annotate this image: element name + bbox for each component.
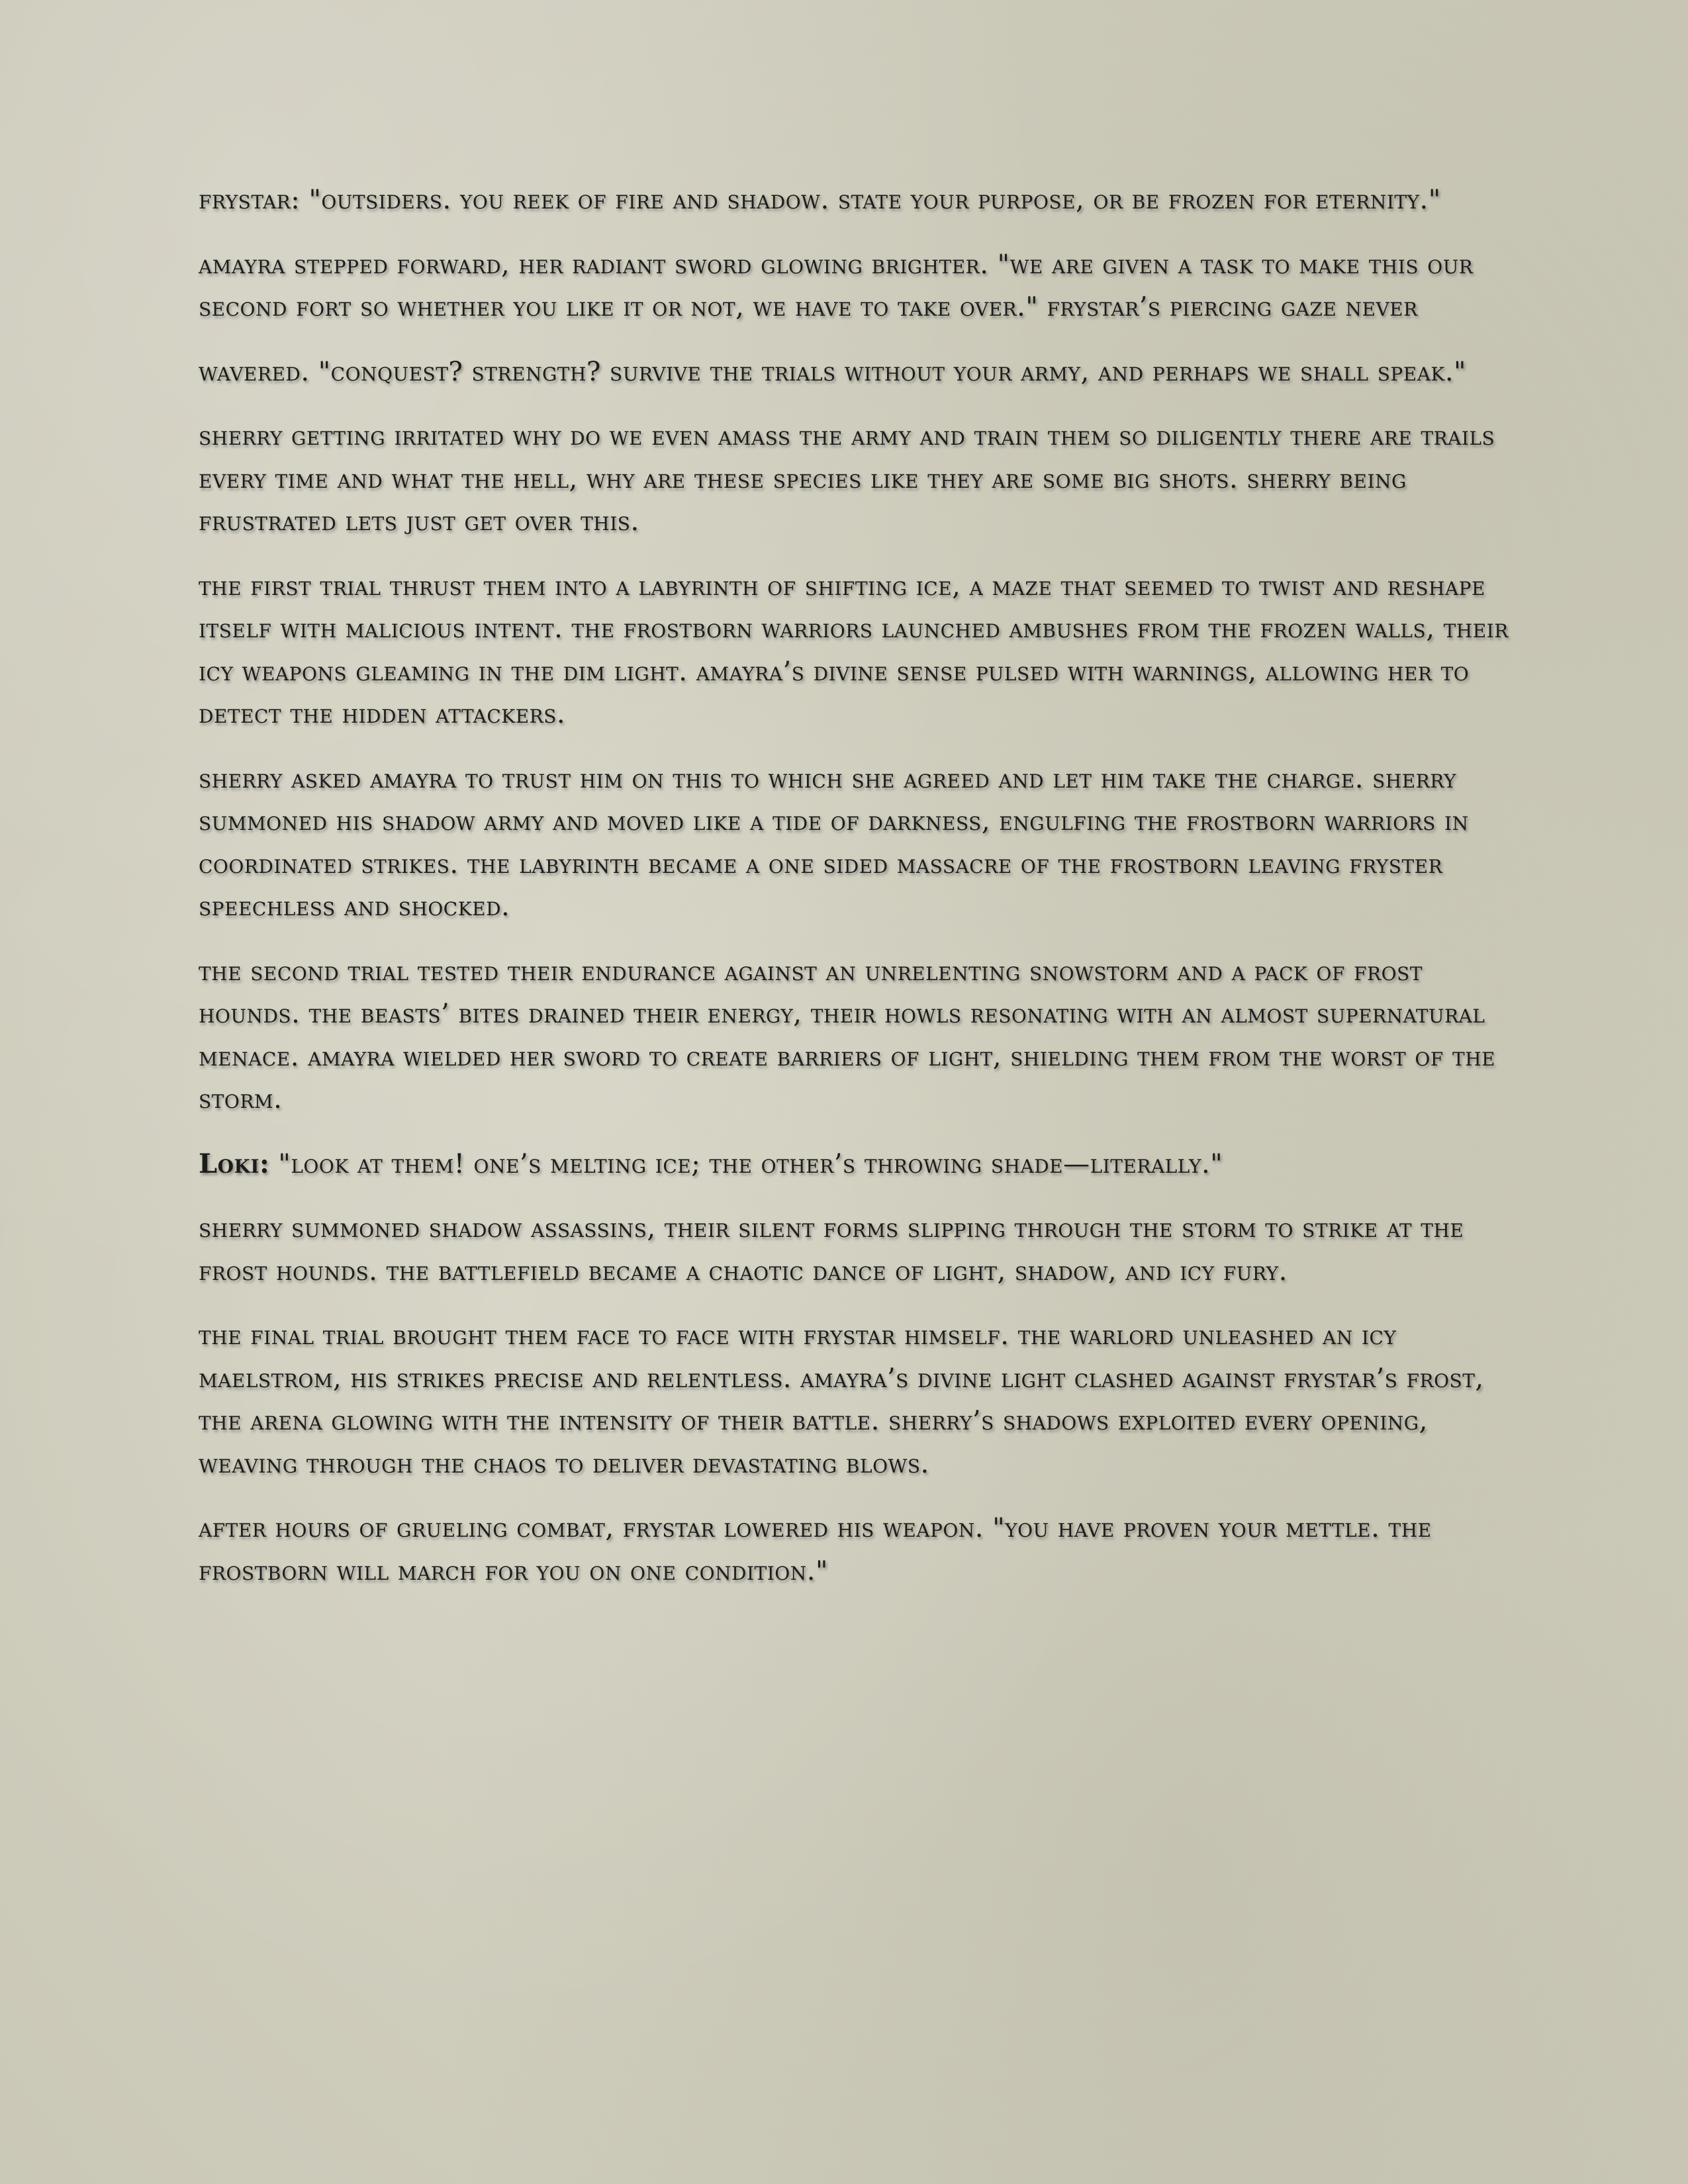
loki-quote-text: "look at them! one’s melting ice; the other’s throwing shade—literally." [269, 1148, 1223, 1179]
paragraph-sherry-irritated: sherry getting irritated why do we even amass the army and train them so diligently there are trails every time and what the hell, why are these species like they are some big shots. sherry being frustrated lets just get over this. [199, 421, 1495, 537]
paragraph-first-trial: the first trial thrust them into a labyrinth of shifting ice, a maze that seemed to twist and reshape itself with malicious intent. the frostborn warriors launched ambushes from the frozen walls, their icy weapons gleaming in the dim light. amayra’s divine sense pulsed with warnings, allowing her to detect the hidden attackers. [199, 570, 1509, 729]
story-text [199, 179, 1509, 1614]
paragraph-frystar-trials: wavered. "conquest? strength? survive the trials without your army, and perhaps we shall speak." [199, 356, 1466, 387]
speaker-loki: Loki: [199, 1148, 270, 1179]
paragraph-amayra-steps-forward: amayra stepped forward, her radiant sword glowing brighter. "we are given a task to make this our second fort so whether you like it or not, we have to take over." frystar’s piercing gaze never [199, 249, 1474, 322]
paragraph-frystar-challenge: frystar: "outsiders. you reek of fire and shadow. state your purpose, or be frozen for eternity." [199, 185, 1441, 215]
paragraph-shadow-assassins: sherry summoned shadow assassins, their silent forms slipping through the storm to strike at the frost hounds. the battlefield became a chaotic dance of light, shadow, and icy fury. [199, 1213, 1464, 1287]
paragraph-loki-quote [199, 1143, 1509, 1186]
paragraph-second-trial: the second trial tested their endurance against an unrelenting snowstorm and a pack of frost hounds. the beasts’ bites drained their energy, their howls resonating with an almost supernatural menace. amayra wielded her sword to create barriers of light, shielding them from the worst of the storm. [199, 956, 1496, 1115]
paragraph-final-trial: the final trial brought them face to face with frystar himself. the warlord unleashed an icy maelstrom, his strikes precise and relentless. amayra’s divine light clashed against frystar’s frost, the arena glowing with the intensity of their battle. sherry’s shadows exploited every opening, weaving through the chaos to deliver devastating blows. [199, 1320, 1484, 1479]
paragraph-sherry-shadow-army: sherry asked amayra to trust him on this to which she agreed and let him take the charge. sherry summoned his shadow army and moved like a tide of darkness, engulfing the frostborn warriors in coordinated strikes. the labyrinth became a one sided massacre of the frostborn leaving fryster speechless and shocked. [199, 763, 1469, 922]
paragraph-frystar-condition: after hours of grueling combat, frystar lowered his weapon. "you have proven your mettle. the frostborn will march for you on one condition." [199, 1513, 1432, 1586]
